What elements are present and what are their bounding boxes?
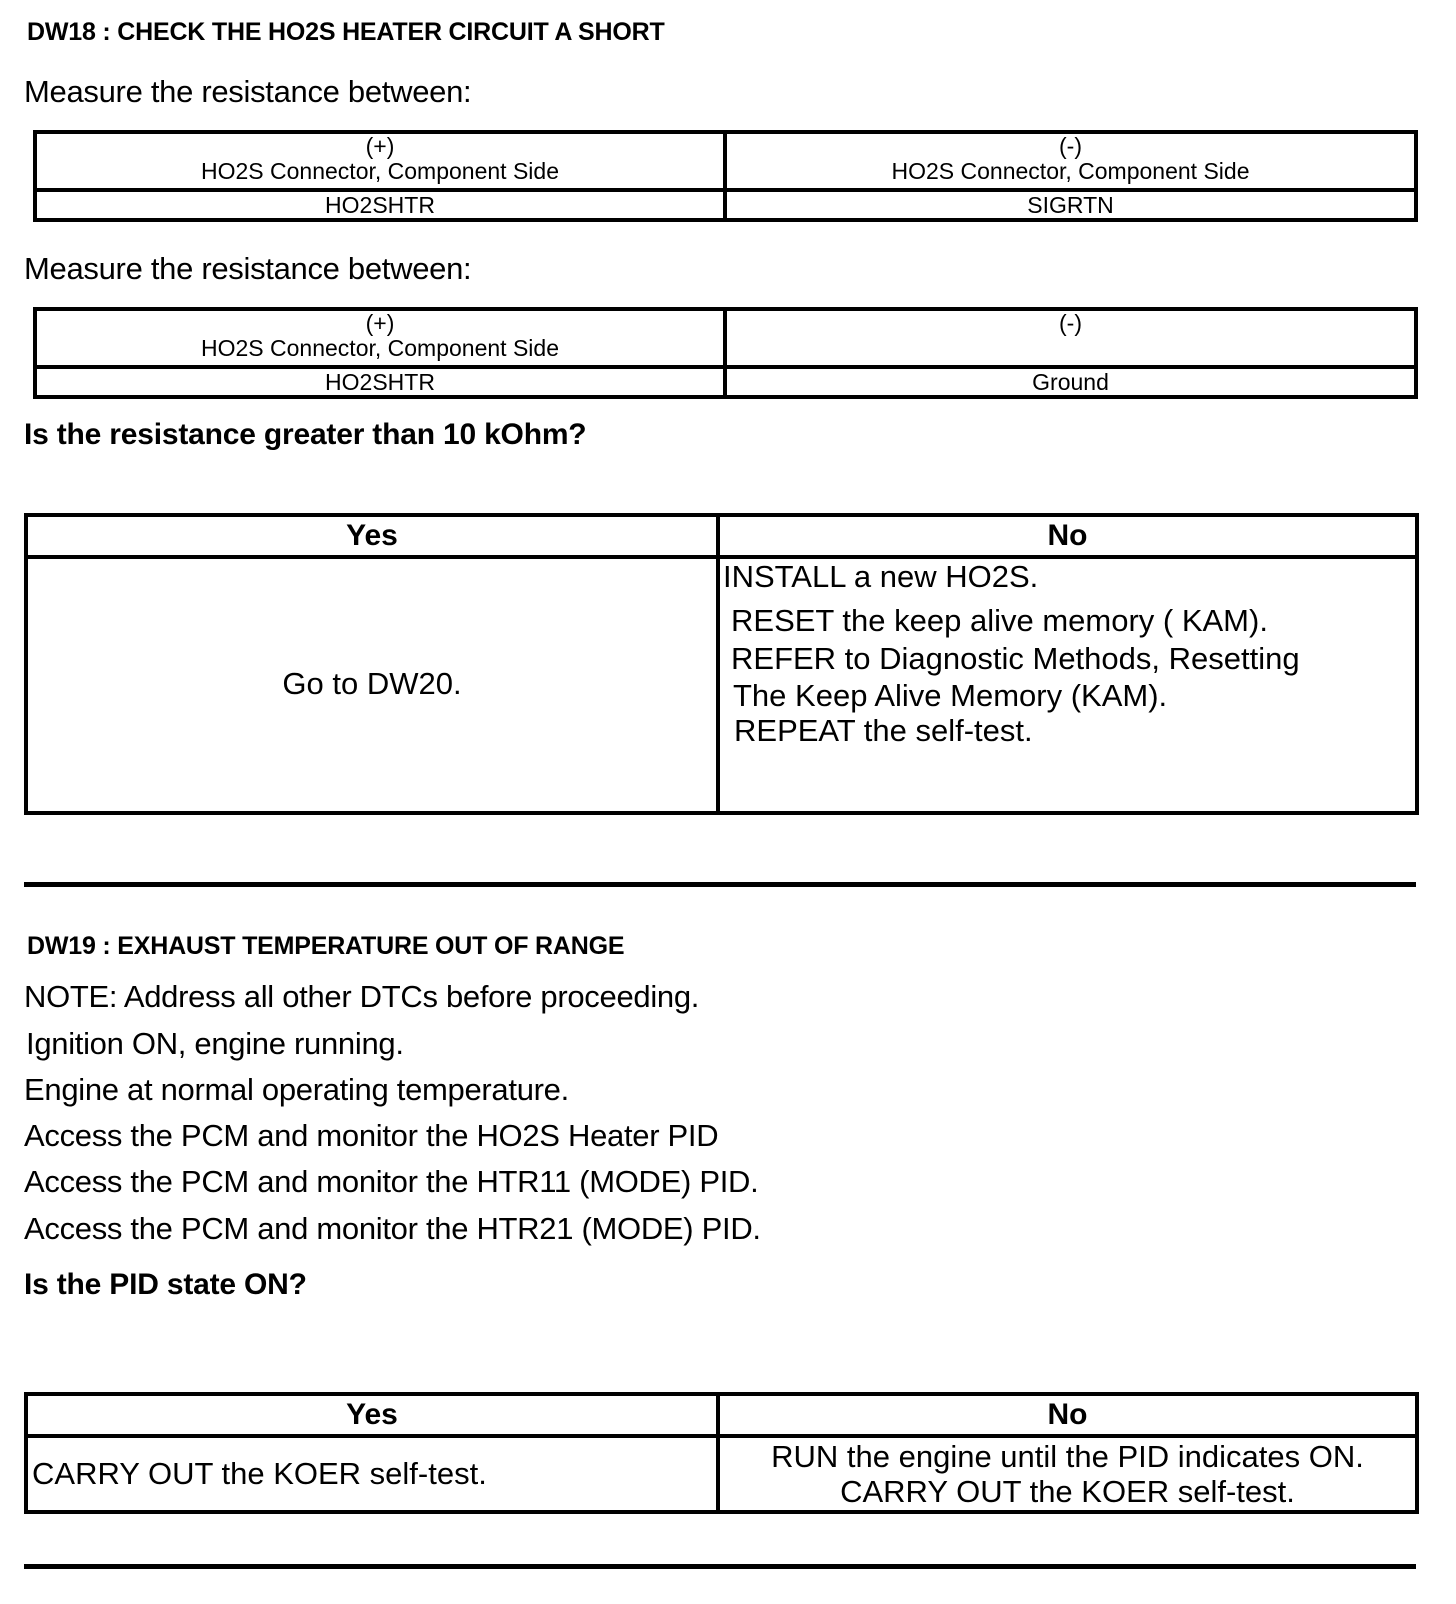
dw19-step-line: Ignition ON, engine running. [26,1026,404,1061]
plus-connector-header [35,132,725,190]
section-divider [24,1564,1416,1569]
plus-connector-label: HO2S Connector, Component Side [201,158,559,184]
no-action-line: CARRY OUT the KOER self-test. [840,1474,1295,1509]
no-action [718,1436,1417,1512]
no-action-line: The Keep Alive Memory (KAM). [733,678,1168,713]
no-header: No [718,515,1417,557]
plus-connector-label: HO2S Connector, Component Side [201,335,559,361]
dw19-decision-table [24,1392,1419,1514]
minus-connector-header [725,309,1416,367]
minus-pin: Ground [725,367,1416,397]
yes-action-text: CARRY OUT the KOER self-test. [32,1456,487,1491]
dw18-question: Is the resistance greater than 10 kOhm? [24,418,587,451]
dw19-step-line: Engine at normal operating temperature. [24,1072,569,1107]
minus-symbol: (-) [1059,310,1082,336]
no-action-line: RESET the keep alive memory ( KAM). [731,603,1268,638]
dw19-step-line: NOTE: Address all other DTCs before proceeding. [24,979,700,1014]
minus-pin: SIGRTN [725,190,1416,220]
section-divider [24,882,1416,887]
no-header: No [718,1394,1417,1436]
dw19-title: DW19 : EXHAUST TEMPERATURE OUT OF RANGE [27,932,625,960]
plus-pin: HO2SHTR [35,367,725,397]
yes-action [26,1436,718,1512]
no-action-line: REPEAT the self-test. [734,713,1033,748]
plus-symbol: (+) [365,310,395,336]
no-action-line: INSTALL a new HO2S. [723,559,1039,594]
plus-pin: HO2SHTR [35,190,725,220]
minus-connector-header [725,132,1416,190]
yes-header: Yes [26,1394,718,1436]
minus-symbol: (-) [1059,133,1082,159]
yes-action [26,557,718,813]
dw19-step-line: Access the PCM and monitor the HO2S Heater PID [24,1118,719,1153]
no-action-line: REFER to Diagnostic Methods, Resetting [731,641,1300,676]
dw18-decision-table [24,513,1419,815]
no-action-line: RUN the engine until the PID indicates ON. [771,1439,1364,1474]
dw18-pin-table-2 [33,307,1418,399]
plus-connector-header [35,309,725,367]
dw19-step-line: Access the PCM and monitor the HTR11 (MODE) PID. [24,1164,759,1199]
dw19-question: Is the PID state ON? [24,1268,307,1301]
dw18-measure-instruction-1: Measure the resistance between: [24,74,472,109]
yes-action-text: Go to DW20. [282,666,462,701]
dw19-step-line: Access the PCM and monitor the HTR21 (MODE) PID. [24,1211,761,1246]
dw18-title: DW18 : CHECK THE HO2S HEATER CIRCUIT A SHORT [27,18,665,46]
dw18-pin-table-1 [33,130,1418,222]
plus-symbol: (+) [365,133,395,159]
yes-header: Yes [26,515,718,557]
minus-connector-label: HO2S Connector, Component Side [891,158,1250,184]
dw18-measure-instruction-2: Measure the resistance between: [24,251,472,286]
no-action [718,557,1417,813]
